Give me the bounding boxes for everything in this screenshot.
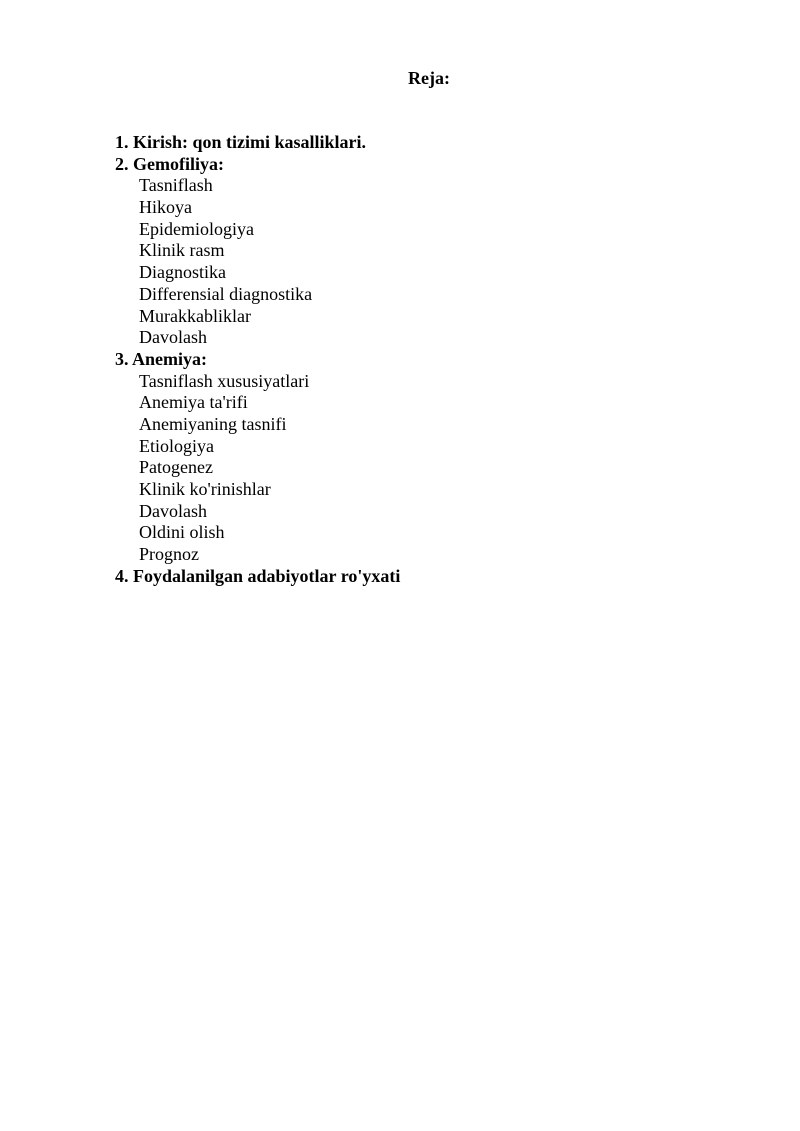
section-heading-anemia: 3. Anemiya: bbox=[115, 348, 207, 369]
list-item: Tasniflash xususiyatlari bbox=[139, 370, 310, 391]
list-item: Davolash bbox=[139, 500, 207, 521]
list-item: Prognoz bbox=[139, 544, 199, 565]
list-item: Differensial diagnostika bbox=[139, 283, 313, 304]
list-item: Epidemiologiya bbox=[139, 218, 254, 239]
section-heading-references: 4. Foydalanilgan adabiyotlar ro'yxati bbox=[115, 565, 401, 586]
plan-outline bbox=[115, 132, 715, 587]
list-item: Anemiya ta'rifi bbox=[139, 392, 248, 413]
list-item: Etiologiya bbox=[139, 435, 214, 456]
list-item: Tasniflash bbox=[139, 175, 213, 196]
list-item: Klinik rasm bbox=[139, 240, 225, 261]
list-item: Klinik ko'rinishlar bbox=[139, 479, 271, 499]
section-heading-hemophilia: 2. Gemofiliya: bbox=[115, 153, 224, 174]
list-item: Davolash bbox=[139, 327, 207, 348]
list-item: Anemiyaning tasnifi bbox=[139, 413, 287, 434]
list-item: Hikoya bbox=[139, 197, 192, 218]
page-title: Reja: bbox=[408, 68, 450, 88]
list-item: Murakkabliklar bbox=[139, 305, 251, 326]
list-item: Oldini olish bbox=[139, 522, 225, 543]
list-item: Patogenez bbox=[139, 457, 213, 478]
list-item: Diagnostika bbox=[139, 262, 226, 283]
section-heading-intro: 1. Kirish: qon tizimi kasalliklari. bbox=[115, 132, 367, 152]
